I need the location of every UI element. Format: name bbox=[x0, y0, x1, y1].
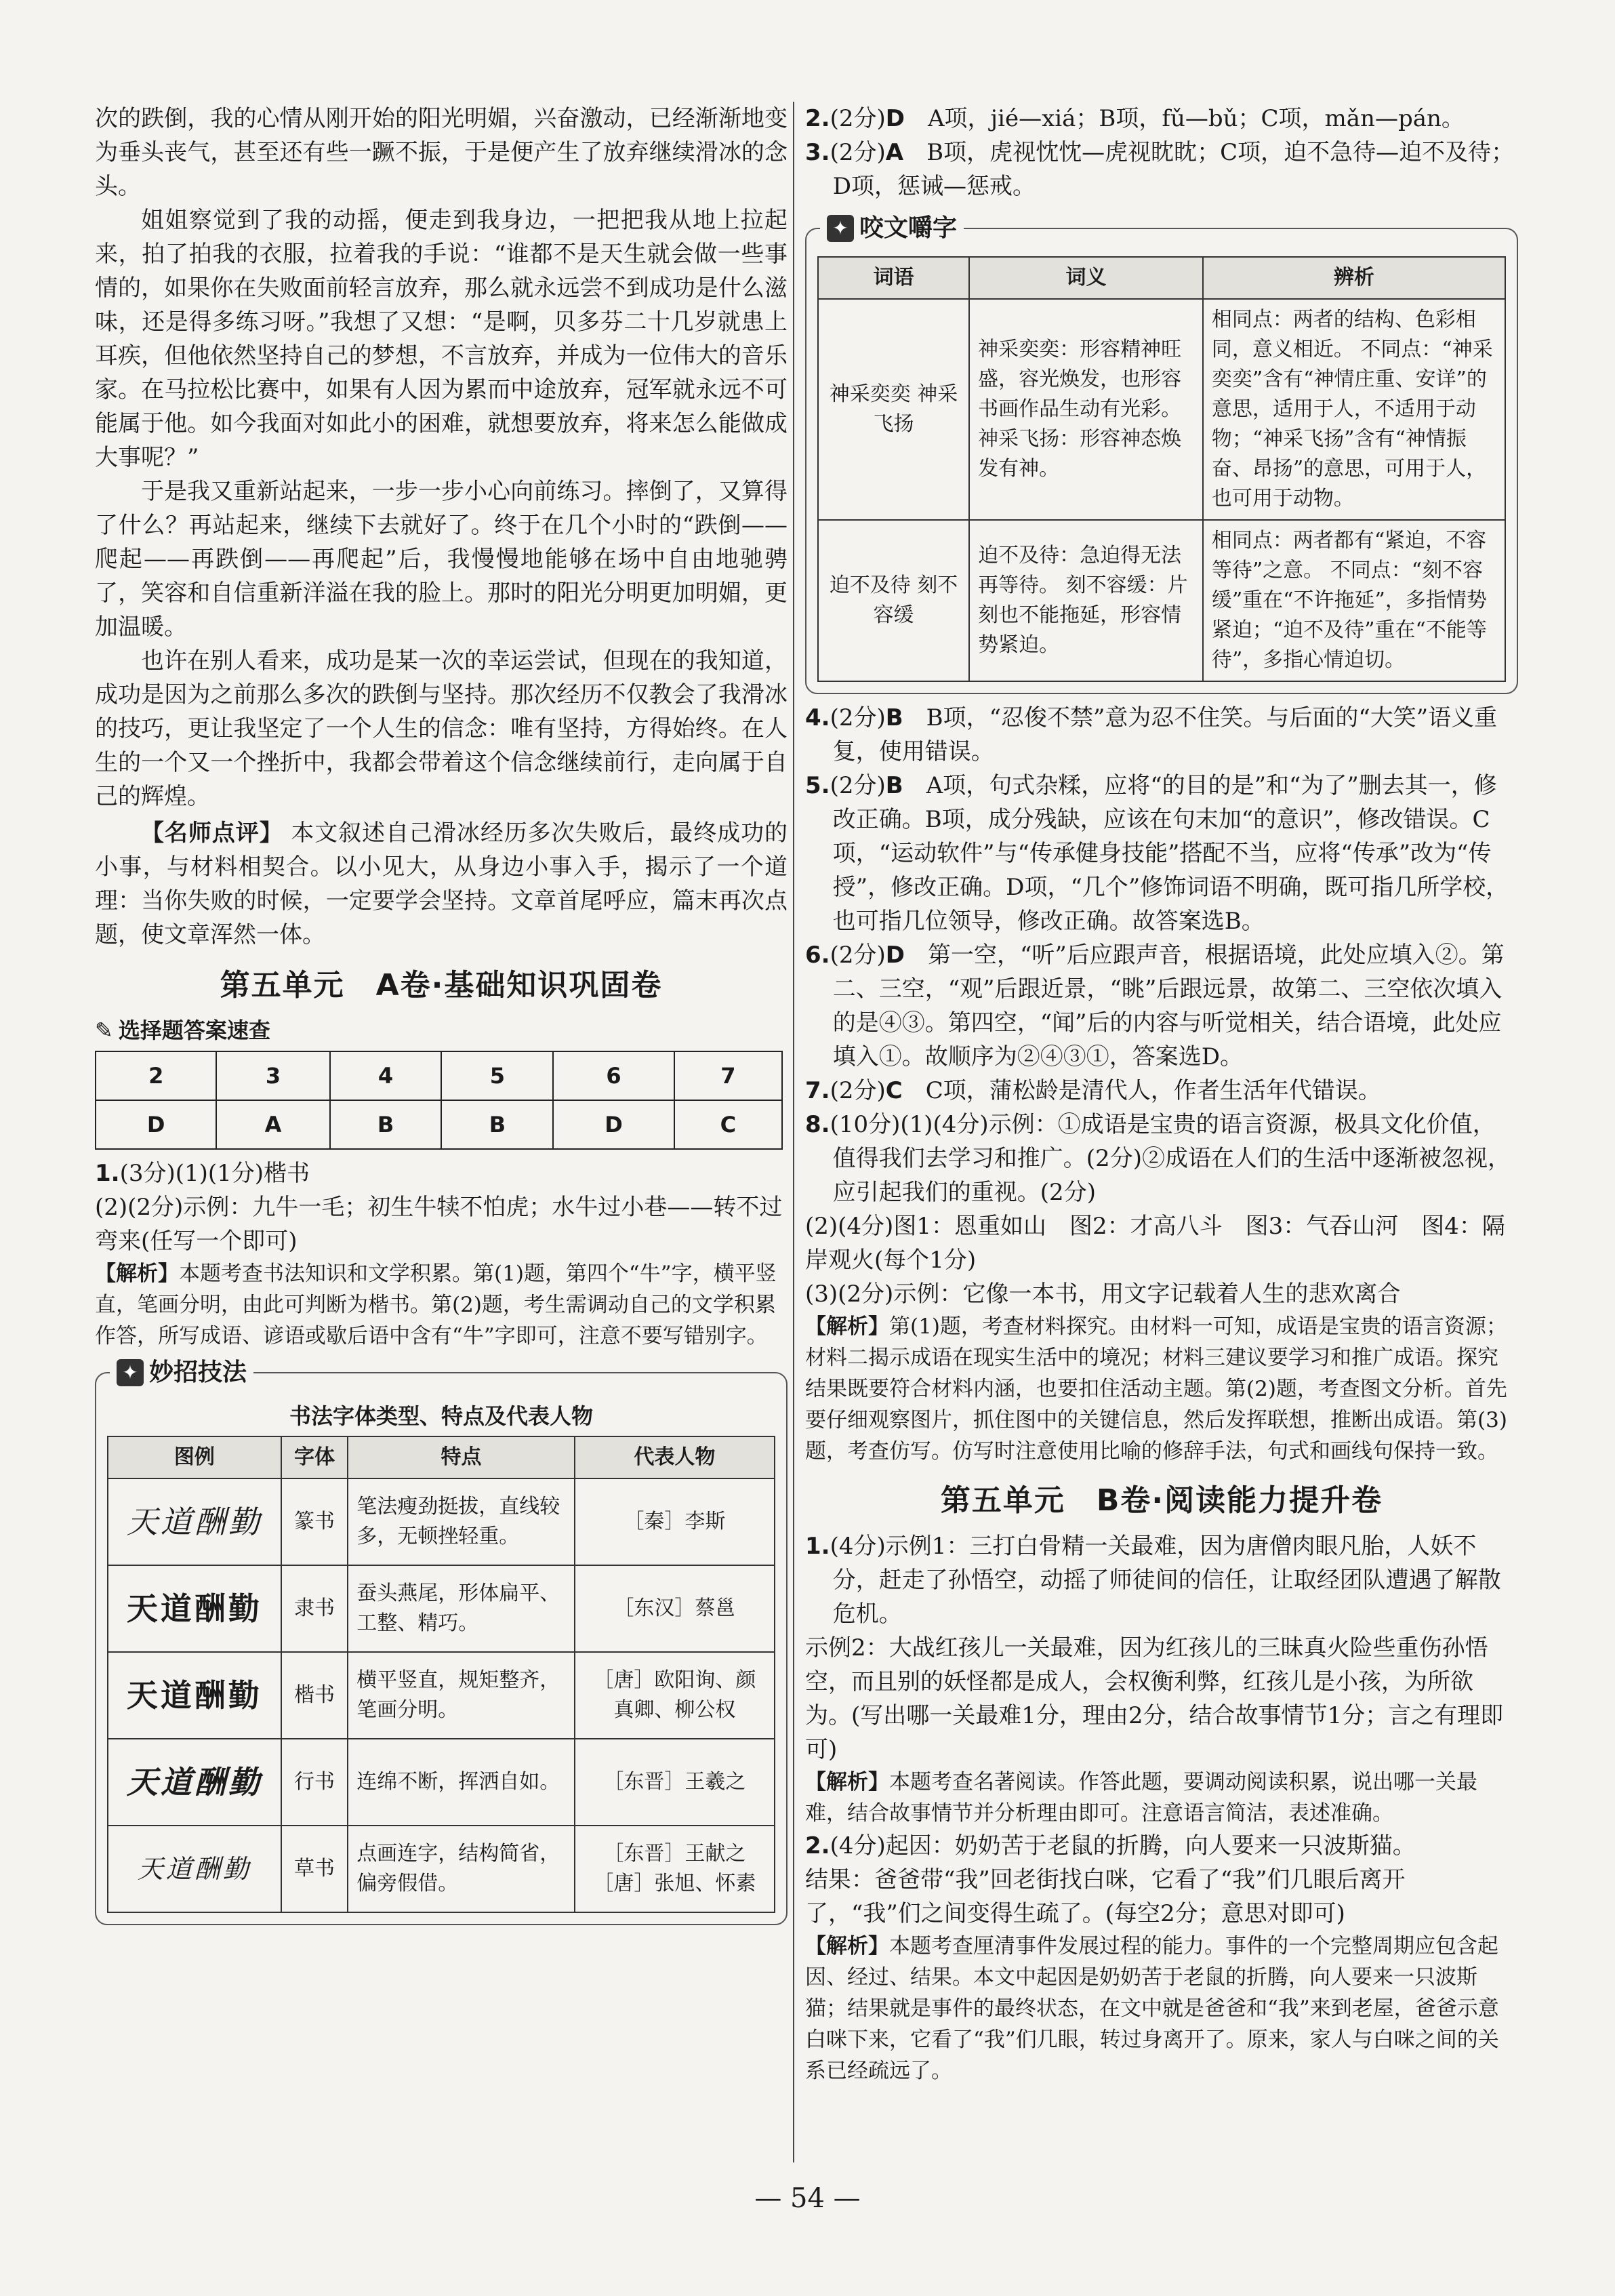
answer-number: 5 bbox=[441, 1051, 553, 1100]
question-number: 8. bbox=[805, 1111, 830, 1138]
b-question-2 bbox=[805, 1829, 1518, 1863]
column-header: 代表人物 bbox=[575, 1436, 775, 1478]
question-number: 7. bbox=[805, 1077, 830, 1104]
table-header-row bbox=[818, 257, 1505, 299]
question-score: (2分) bbox=[830, 772, 886, 799]
answer-letter: B bbox=[330, 1100, 442, 1149]
word-meaning: 迫不及待：急迫得无法再等待。 刻不容缓：片刻也不能拖延，形容情势紧迫。 bbox=[969, 520, 1203, 681]
table-header-row bbox=[108, 1436, 775, 1478]
column-header: 词语 bbox=[818, 257, 969, 299]
font-type: 行书 bbox=[281, 1739, 348, 1826]
question-score: (2分) bbox=[830, 942, 886, 969]
analysis-tag: 【解析】 bbox=[805, 1934, 889, 1958]
question-score: (2分) bbox=[830, 704, 886, 731]
question-answer: D bbox=[885, 105, 905, 132]
question-3 bbox=[805, 136, 1518, 203]
font-feature: 笔法瘦劲挺拔，直线较多，无顿挫轻重。 bbox=[348, 1478, 575, 1565]
right-column bbox=[805, 102, 1518, 2087]
question-text: C项，蒲松龄是清代人，作者生活年代错误。 bbox=[925, 1077, 1381, 1104]
calligraphy-sample: 天道酬勤 bbox=[108, 1565, 281, 1652]
question-number: 4. bbox=[805, 704, 830, 731]
analysis bbox=[805, 1311, 1518, 1467]
font-people: ［东晋］王献之 ［唐］张旭、怀素 bbox=[575, 1826, 775, 1912]
answer-letter: C bbox=[674, 1100, 782, 1149]
column-header: 图例 bbox=[108, 1436, 281, 1478]
essay-paragraph: 也许在别人看来，成功是某一次的幸运尝试，但现在的我知道，成功是因为之前那么多次的跌倒与坚持。那次经历不仅教会了我滑冰的技巧，更让我坚定了一个人生的信念：唯有坚持，方得始终。在人生的一个又一个挫折中，我都会带着这个信念继续前行，走向属于自己的辉煌。 bbox=[95, 647, 788, 810]
question-answer: B bbox=[885, 772, 903, 799]
font-people: ［东汉］蔡邕 bbox=[575, 1565, 775, 1652]
words-box bbox=[805, 214, 1518, 694]
question-answer: D bbox=[885, 942, 905, 969]
font-type: 隶书 bbox=[281, 1565, 348, 1652]
calligraphy-sample: 天道酬勤 bbox=[108, 1826, 281, 1912]
answer-number-row bbox=[96, 1051, 782, 1100]
left-column bbox=[95, 102, 788, 1932]
words-title bbox=[820, 212, 964, 245]
quick-check-heading bbox=[95, 1014, 788, 1047]
question-text: A项，句式杂糅，应将“的目的是”和“为了”删去其一，修改正确。B项，成分残缺，应该在句末加“的意识”，修改错误。C项，“运动软件”与“传承健身技能”搭配不当，应将“传承”改为“传授”，修改正确。D项，“几个”修饰词语不明确，既可指几所学校，也可指几位领导，修改正确。故答案选B。 bbox=[832, 772, 1509, 935]
page-number: — 54 — bbox=[754, 2183, 861, 2214]
question-score: (2分) bbox=[830, 1077, 886, 1104]
table-row bbox=[818, 299, 1505, 520]
question-5 bbox=[805, 769, 1518, 938]
question-score: (2分) bbox=[830, 105, 886, 132]
question-score: (2分) bbox=[830, 139, 886, 166]
analysis-text: 第(1)题，考查材料探究。由材料一可知，成语是宝贵的语言资源；材料二揭示成语在现实生活中的境况；材料三建议要学习和推广成语。探究结果既要符合材料内涵，也要扣住活动主题。第(2)题，考查图文分析。首先要仔细观察图片，抓住图中的关键信息，然后发挥联想，推断出成语。第(3)题，考查仿写。仿写时注意使用比喻的修辞手法，句式和画线句保持一致。 bbox=[805, 1314, 1507, 1464]
tips-caption: 书法字体类型、特点及代表人物 bbox=[289, 1403, 593, 1429]
question-number: 5. bbox=[805, 772, 830, 799]
question-8 bbox=[805, 1108, 1518, 1209]
word-meaning: 神采奕奕：形容精神旺盛，容光焕发，也形容书画作品生动有光彩。 神采飞扬：形容神态焕发有神。 bbox=[969, 299, 1203, 520]
question-number: 2. bbox=[805, 1832, 830, 1859]
analysis-tag: 【解析】 bbox=[805, 1770, 889, 1794]
answer-number: 7 bbox=[674, 1051, 782, 1100]
question-text: B项，“忍俊不禁”意为忍不住笑。与后面的“大笑”语义重复，使用错误。 bbox=[832, 704, 1498, 765]
calligraphy-sample: 天道酬勤 bbox=[108, 1739, 281, 1826]
word-pair: 神采奕奕 神采飞扬 bbox=[818, 299, 969, 520]
question-1 bbox=[95, 1156, 788, 1190]
essay-paragraph: 次的跌倒，我的心情从刚开始的阳光明媚，兴奋激动，已经渐渐地变为垂头丧气，甚至还有些一蹶不振，于是便产生了放弃继续滑冰的念头。 bbox=[95, 105, 788, 200]
answer-number: 2 bbox=[96, 1051, 216, 1100]
section-a-title: 第五单元 A卷·基础知识巩固卷 bbox=[220, 968, 663, 1003]
analysis-text: 本题考查名著阅读。作答此题，要调动阅读积累，说出哪一关最难，结合故事情节并分析理由即可。注意语言简洁，表述准确。 bbox=[805, 1770, 1477, 1826]
column-header: 词义 bbox=[969, 257, 1203, 299]
question-line: 结果：爸爸带“我”回老街找白咪，它看了“我”们几眼后离开了，“我”们之间变得生疏了。(每空2分；意思对即可) bbox=[805, 1866, 1406, 1927]
font-feature: 蚕头燕尾，形体扁平、工整、精巧。 bbox=[348, 1565, 575, 1652]
answer-letter: D bbox=[96, 1100, 216, 1149]
question-number: 6. bbox=[805, 942, 830, 969]
comment-text: 本文叙述自己滑冰经历多次失败后，最终成功的小事，与材料相契合。以小见大，从身边小事入手，揭示了一个道理：当你失败的时候，一定要学会坚持。文章首尾呼应，篇末再次点题，使文章浑然一体。 bbox=[95, 820, 788, 948]
column-header: 特点 bbox=[348, 1436, 575, 1478]
column-divider bbox=[793, 102, 794, 2162]
table-row bbox=[108, 1826, 775, 1912]
question-text: B项，虎视忱忱—虎视眈眈；C项，迫不急待—迫不及待；D项，惩诫—惩戒。 bbox=[832, 139, 1515, 200]
question-2 bbox=[805, 102, 1518, 136]
comment-tag: 【名师点评】 bbox=[141, 820, 283, 847]
answer-letter: B bbox=[441, 1100, 553, 1149]
question-text: 第一空，“听”后应跟声音，根据语境，此处应填入②。第二、三空，“观”后跟近景，“眺”后跟远景，故第二、三空依次填入的是④③。第四空，“闻”后的内容与听觉相关，结合语境，此处应填入①。故顺序为②④③①，答案选D。 bbox=[832, 942, 1505, 1070]
analysis bbox=[95, 1258, 788, 1352]
question-4 bbox=[805, 701, 1518, 769]
analysis bbox=[805, 1767, 1518, 1829]
table-row bbox=[108, 1565, 775, 1652]
answer-letter-row bbox=[96, 1100, 782, 1149]
tips-title bbox=[110, 1356, 253, 1390]
lightbulb-icon: ✦ bbox=[117, 1359, 144, 1386]
question-line: (4分)示例1：三打白骨精一关最难，因为唐僧肉眼凡胎，人妖不分，赶走了孙悟空，动摇了师徒间的信任，让取经团队遭遇了解散危机。 bbox=[830, 1533, 1501, 1628]
question-answer: A bbox=[885, 139, 904, 166]
table-row bbox=[108, 1739, 775, 1826]
question-answer: B bbox=[885, 704, 903, 731]
question-6 bbox=[805, 938, 1518, 1074]
word-diff: 相同点：两者的结构、色彩相同，意义相近。 不同点：“神采奕奕”含有“神情庄重、安详”的意思，适用于人，不适用于动物；“神采飞扬”含有“神情振奋、昂扬”的意思，可用于人，也可用于动物。 bbox=[1203, 299, 1505, 520]
word-diff: 相同点：两者都有“紧迫，不容等待”之意。 不同点：“刻不容缓”重在“不许拖延”，多指情势紧迫；“迫不及待”重在“不能等待”，多指心情迫切。 bbox=[1203, 520, 1505, 681]
calligraphy-table bbox=[107, 1436, 775, 1913]
analysis-text: 本题考查厘清事件发展过程的能力。事件的一个完整周期应包含起因、经过、结果。本文中起因是奶奶苦于老鼠的折腾，向人要来一只波斯猫；结果就是事件的最终状态，在文中就是爸爸和“我”来到老屋，爸爸示意白咪下来，它看了“我”们几眼，转过身离开了。原来，家人与白咪之间的关系已经疏远了。 bbox=[805, 1934, 1499, 2083]
font-feature: 点画连字，结构简省，偏旁假借。 bbox=[348, 1826, 575, 1912]
font-people: ［唐］欧阳询、颜真卿、柳公权 bbox=[575, 1652, 775, 1739]
answer-number: 4 bbox=[330, 1051, 442, 1100]
quick-check-label: 选择题答案速查 bbox=[118, 1018, 270, 1043]
question-number: 1. bbox=[95, 1160, 120, 1187]
question-line: (2)(4分)图1：恩重如山 图2：才高八斗 图3：气吞山河 图4：隔岸观火(每个1分) bbox=[805, 1213, 1505, 1274]
table-row bbox=[818, 520, 1505, 681]
question-text: A项，jié—xiá；B项，fǔ—bǔ；C项，mǎn—pán。 bbox=[927, 105, 1465, 132]
calligraphy-sample: 天道酬勤 bbox=[108, 1478, 281, 1565]
analysis-tag: 【解析】 bbox=[805, 1314, 889, 1339]
question-line: 示例2：大战红孩儿一关最难，因为红孩儿的三昧真火险些重伤孙悟空，而且别的妖怪都是成人，会权衡利弊，红孩儿是小孩，为所欲为。(写出哪一关最难1分，理由2分，结合故事情节1分；言之有理即可) bbox=[805, 1634, 1504, 1763]
column-header: 辨析 bbox=[1203, 257, 1505, 299]
font-people: ［东晋］王羲之 bbox=[575, 1739, 775, 1826]
lightbulb-icon: ✦ bbox=[827, 215, 854, 242]
table-row bbox=[108, 1478, 775, 1565]
analysis bbox=[805, 1931, 1518, 2087]
answer-number: 6 bbox=[553, 1051, 674, 1100]
words-title-text: 咬文嚼字 bbox=[859, 214, 958, 242]
calligraphy-sample: 天道酬勤 bbox=[108, 1652, 281, 1739]
question-number: 2. bbox=[805, 105, 830, 132]
question-line: (2)(2分)示例：九牛一毛；初生牛犊不怕虎；水牛过小巷——转不过弯来(任写一个即可) bbox=[95, 1194, 783, 1255]
analysis-text: 本题考查书法知识和文学积累。第(1)题，第四个“牛”字，横平竖直，笔画分明，由此可判断为楷书。第(2)题，考生需调动自己的文学积累作答，所写成语、谚语或歇后语中含有“牛”字即可，注意不要写错别字。 bbox=[95, 1262, 777, 1348]
question-7 bbox=[805, 1074, 1518, 1108]
font-type: 草书 bbox=[281, 1826, 348, 1912]
question-line: (10分)(1)(4分)示例：①成语是宝贵的语言资源，极具文化价值，值得我们去学习和推广。(2分)②成语在人们的生活中逐渐被忽视，应引起我们的重视。(2分) bbox=[830, 1111, 1511, 1206]
question-number: 1. bbox=[805, 1533, 830, 1560]
table-row bbox=[108, 1652, 775, 1739]
question-answer: C bbox=[885, 1077, 903, 1104]
font-type: 篆书 bbox=[281, 1478, 348, 1565]
question-line: (4分)起因：奶奶苦于老鼠的折腾，向人要来一只波斯猫。 bbox=[830, 1832, 1416, 1859]
question-line: (3分)(1)(1分)楷书 bbox=[119, 1160, 310, 1187]
column-header: 字体 bbox=[281, 1436, 348, 1478]
essay-paragraph: 姐姐察觉到了我的动摇，便走到我身边，一把把我从地上拉起来，拍了拍我的衣服，拉着我的手说：“谁都不是天生就会做一些事情的，如果你在失败面前轻言放弃，那么就永远尝不到成功是什么滋味，还是得多练习呀。”我想了又想：“是啊，贝多芬二十几岁就患上耳疾，但他依然坚持自己的梦想，不言放弃，并成为一位伟大的音乐家。在马拉松比赛中，如果有人因为累而中途放弃，冠军就永远不可能属于他。如今我面对如此小的困难，就想要放弃，将来怎么能做成大事呢？” bbox=[95, 207, 788, 471]
pencil-icon: ✎ bbox=[95, 1018, 113, 1043]
essay-paragraph: 于是我又重新站起来，一步一步小心向前练习。摔倒了，又算得了什么？再站起来，继续下去就好了。终于在几个小时的“跌倒——爬起——再跌倒——再爬起”后，我慢慢地能够在场中自由地驰骋了，笑容和自信重新洋溢在我的脸上。那时的阳光分明更加明媚，更加温暖。 bbox=[95, 478, 788, 641]
teacher-comment bbox=[95, 816, 788, 952]
answer-letter: D bbox=[553, 1100, 674, 1149]
tips-title-text: 妙招技法 bbox=[149, 1358, 247, 1386]
section-b-title: 第五单元 B卷·阅读能力提升卷 bbox=[940, 1483, 1383, 1518]
tips-box bbox=[95, 1358, 788, 1925]
b-question-1 bbox=[805, 1529, 1518, 1631]
font-people: ［秦］李斯 bbox=[575, 1478, 775, 1565]
words-table bbox=[817, 256, 1506, 682]
answer-number: 3 bbox=[216, 1051, 329, 1100]
question-number: 3. bbox=[805, 139, 830, 166]
font-feature: 横平竖直，规矩整齐，笔画分明。 bbox=[348, 1652, 575, 1739]
analysis-tag: 【解析】 bbox=[95, 1262, 179, 1286]
answer-table bbox=[95, 1051, 783, 1150]
font-feature: 连绵不断，挥洒自如。 bbox=[348, 1739, 575, 1826]
answer-letter: A bbox=[216, 1100, 329, 1149]
word-pair: 迫不及待 刻不容缓 bbox=[818, 520, 969, 681]
font-type: 楷书 bbox=[281, 1652, 348, 1739]
question-line: (3)(2分)示例：它像一本书，用文字记载着人生的悲欢离合 bbox=[805, 1281, 1401, 1308]
